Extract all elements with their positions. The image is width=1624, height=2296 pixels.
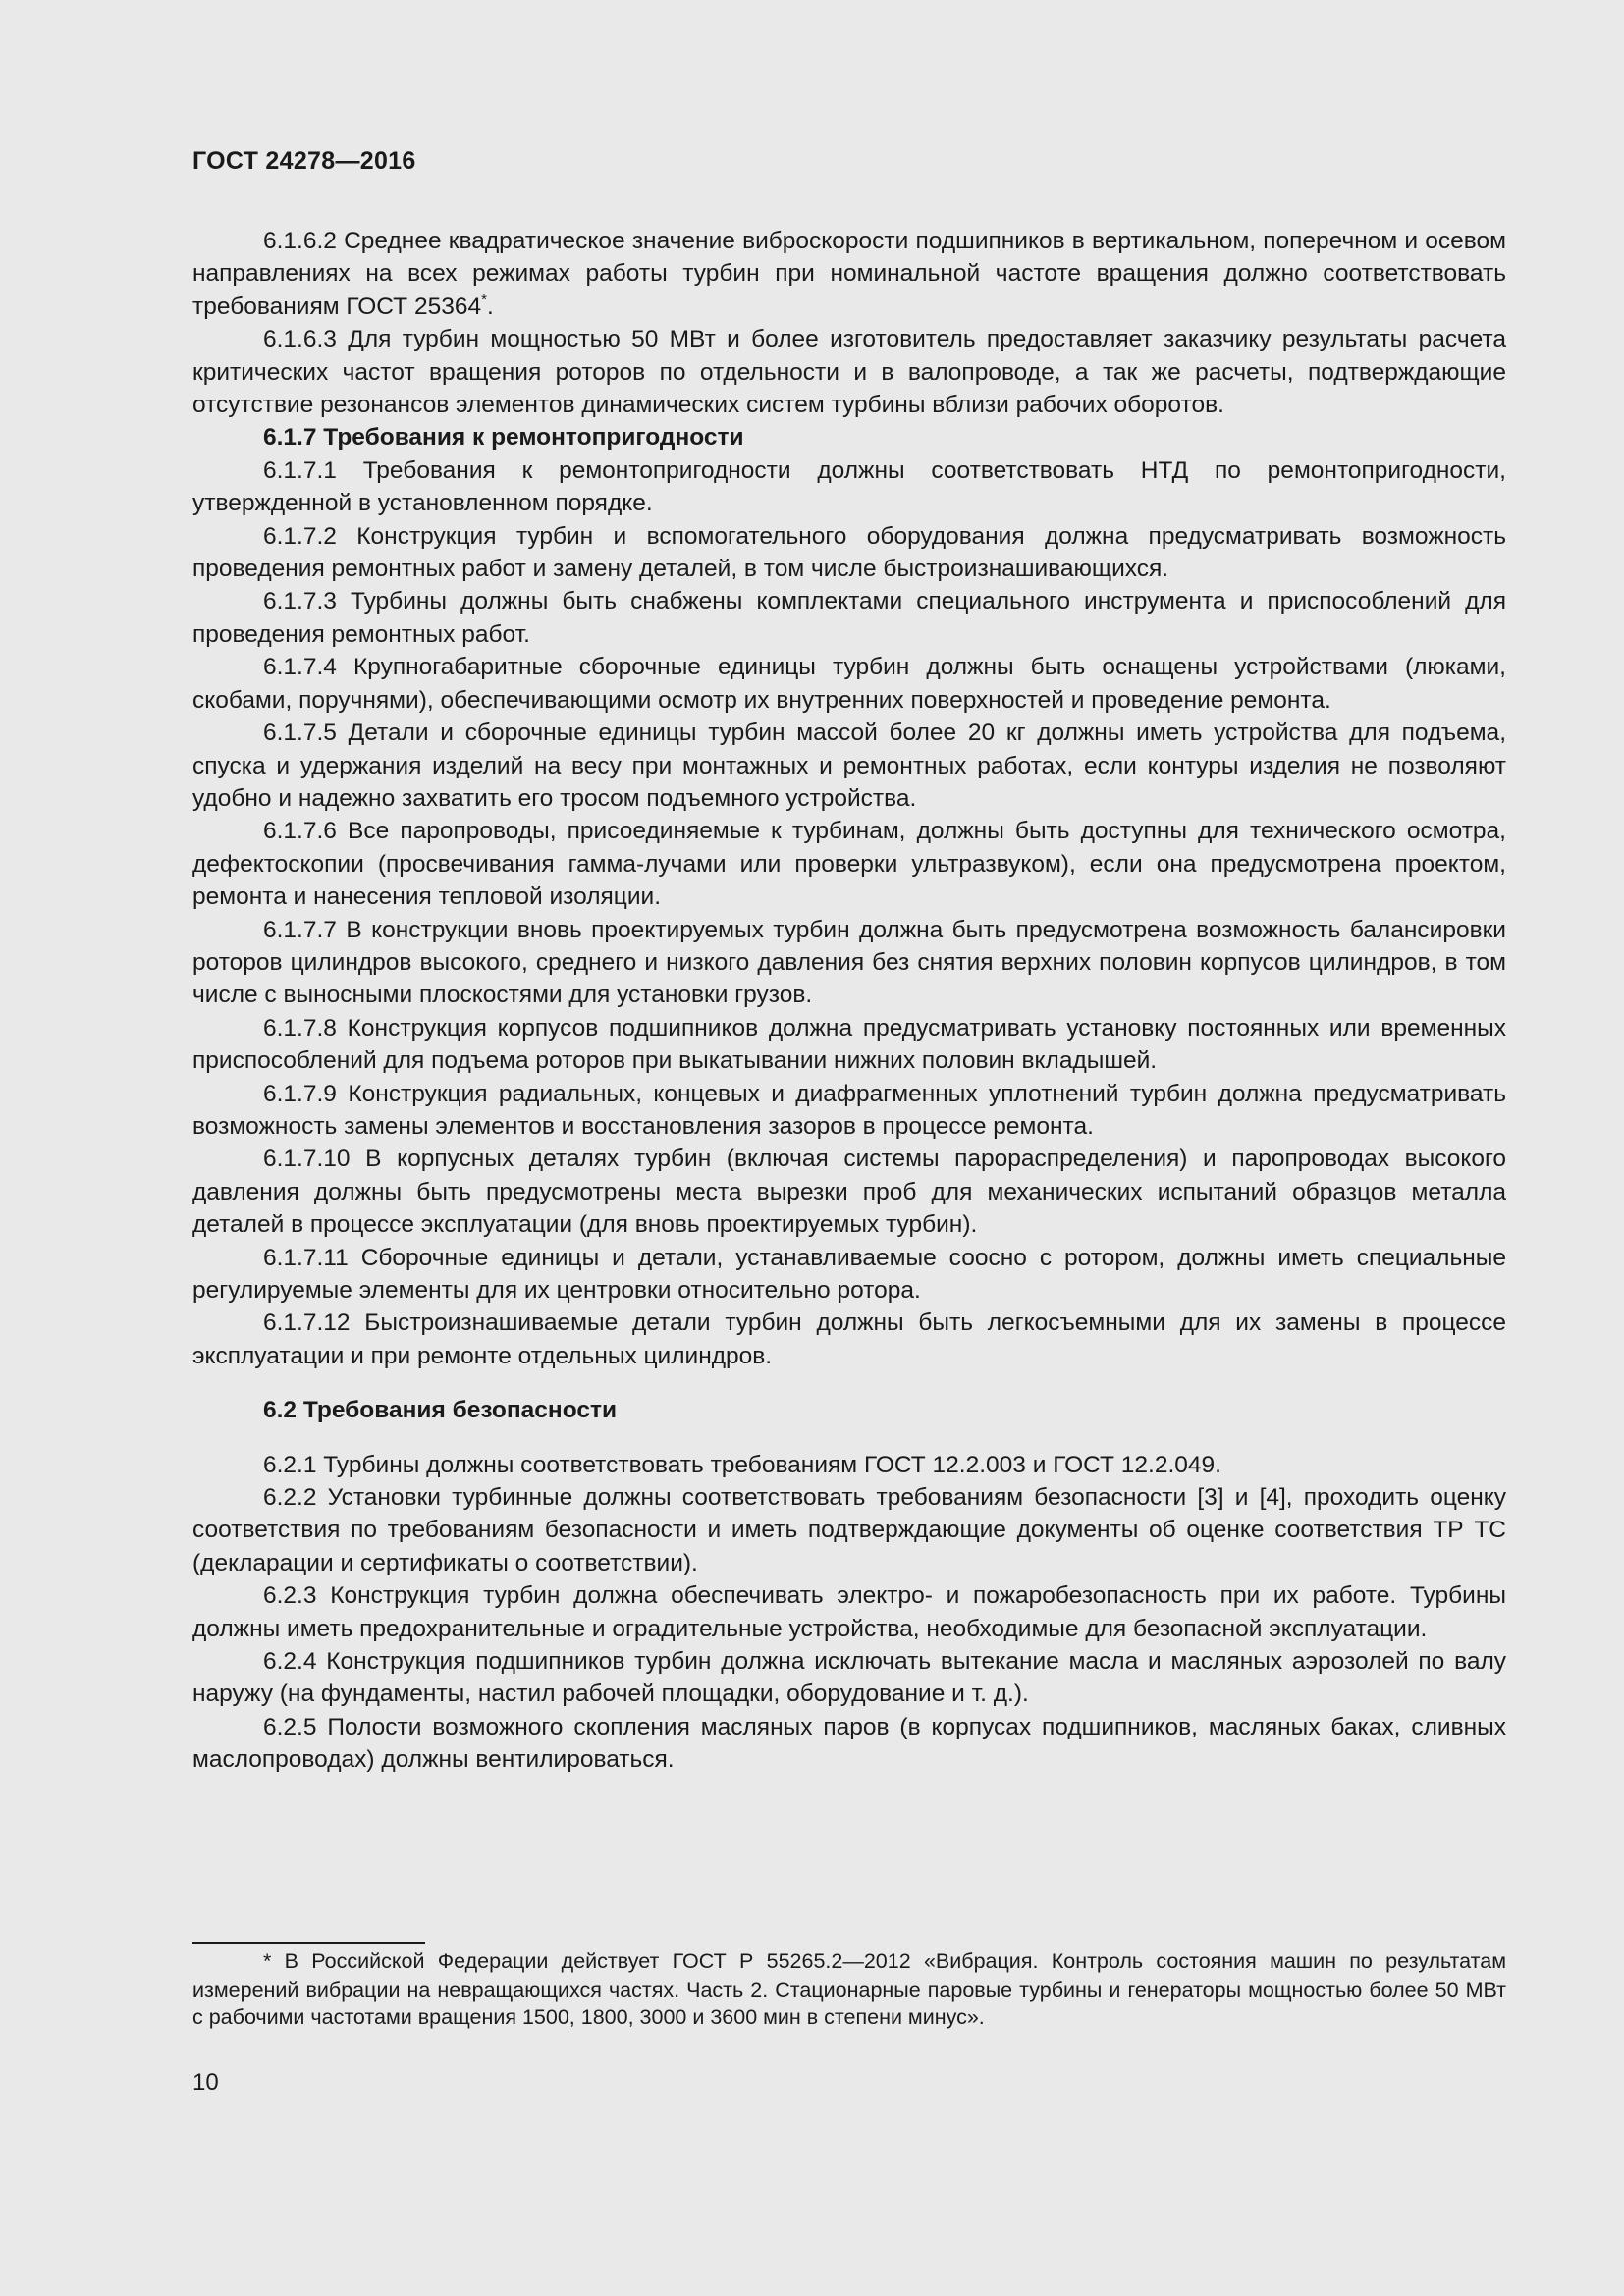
paragraph-6-2-1: 6.2.1 Турбины должны соответствовать требованиям ГОСТ 12.2.003 и ГОСТ 12.2.049. — [263, 1451, 1221, 1478]
paragraph-6-1-7-6: 6.1.7.6 Все паропроводы, присоединяемые к турбинам, должны быть доступны для технического осмотра, дефектоскопии (просвечивания гамма-лучами или проверки ультразвуком), если она предусмотрена проектом, ремонта и нанесения тепловой изоляции. — [192, 818, 1506, 911]
heading-6-2: 6.2 Требования безопасности — [263, 1397, 618, 1424]
document-header-title: ГОСТ 24278—2016 — [192, 147, 416, 175]
paragraph-6-2-2: 6.2.2 Установки турбинные должны соответствовать требованиям безопасности [3] и [4], проходить оценку соответствия по требованиям безопасности и иметь подтверждающие документы об оценке соответствия ТР ТС (декларации и сертификаты о соответствии). — [192, 1484, 1506, 1576]
paragraph-6-1-6-2-text: 6.1.6.2 Среднее квадратическое значение виброскорости подшипников в вертикальном, поперечном и осевом направлениях на всех режимах работы турбин при номинальной частоте вращения должно соответствовать требованиям ГОСТ 25364 — [192, 228, 1506, 320]
footnote-text: * В Российской Федерации действует ГОСТ Р 55265.2—2012 «Вибрация. Контроль состояния машин по результатам измерений вибрации на невращающихся частях. Часть 2. Стационарные паровые турбины и генераторы мощностью более 50 МВт с рабочими частотами вращения 1500, 1800, 3000 и 3600 мин в степени минус». — [192, 1949, 1506, 2029]
paragraph-6-1-7-5: 6.1.7.5 Детали и сборочные единицы турбин массой более 20 кг должны иметь устройства для подъема, спуска и удержания изделий на весу при монтажных и ремонтных работах, если контуры изделия не позволяют удобно и надежно захватить его тросом подъемного устройства. — [192, 720, 1506, 812]
heading-6-1-7: 6.1.7 Требования к ремонтопригодности — [263, 424, 744, 452]
paragraph-6-1-7-3: 6.1.7.3 Турбины должны быть снабжены комплектами специального инструмента и приспособлений для проведения ремонтных работ. — [192, 588, 1506, 648]
paragraph-6-1-7-8: 6.1.7.8 Конструкция корпусов подшипников должна предусматривать установку постоянных или временных приспособлений для подъема роторов при выкатывании нижних половин вкладышей. — [192, 1014, 1506, 1075]
paragraph-6-1-7-11: 6.1.7.11 Сборочные единицы и детали, устанавливаемые соосно с ротором, должны иметь специальные регулируемые элементы для их центровки относительно ротора. — [192, 1244, 1506, 1304]
paragraph-6-1-7-2: 6.1.7.2 Конструкция турбин и вспомогательного оборудования должна предусматривать возможность проведения ремонтных работ и замену деталей, в том числе быстроизнашивающихся. — [192, 522, 1506, 583]
paragraph-6-2-5: 6.2.5 Полости возможного скопления масляных паров (в корпусах подшипников, масляных баках, сливных маслопроводах) должны вентилироваться. — [192, 1713, 1506, 1774]
footnote-divider — [192, 1942, 425, 1944]
paragraph-6-1-7-10: 6.1.7.10 В корпусных деталях турбин (включая системы парораспределения) и паропроводах высокого давления должны быть предусмотрены места вырезки проб для механических испытаний образцов металла деталей в процессе эксплуатации (для вновь проектируемых турбин). — [192, 1146, 1506, 1239]
paragraph-6-1-6-2 — [192, 225, 1506, 323]
paragraph-6-1-6-3: 6.1.6.3 Для турбин мощностью 50 МВт и более изготовитель предоставляет заказчику результаты расчета критических частот вращения роторов по отдельности и в валопроводе, а так же расчеты, подтверждающие отсутствие резонансов элементов динамических систем турбины вблизи рабочих оборотов. — [192, 326, 1506, 419]
paragraph-6-1-7-4: 6.1.7.4 Крупногабаритные сборочные единицы турбин должны быть оснащены устройствами (люками, скобами, поручнями), обеспечивающими осмотр их внутренних поверхностей и проведение ремонта. — [192, 654, 1506, 714]
footnote-reference-mark: * — [481, 291, 487, 308]
paragraph-6-2-3: 6.2.3 Конструкция турбин должна обеспечивать электро- и пожаробезопасность при их работе. Турбины должны иметь предохранительные и оградительные устройства, необходимые для безопасной эксплуатации. — [192, 1582, 1506, 1642]
paragraph-6-1-7-9: 6.1.7.9 Конструкция радиальных, концевых и диафрагменных уплотнений турбин должна предусматривать возможность замены элементов и восстановления зазоров в процессе ремонта. — [192, 1080, 1506, 1140]
paragraph-6-1-6-2-end: . — [486, 293, 494, 320]
page-number: 10 — [192, 2069, 219, 2096]
document-body — [192, 225, 1506, 1777]
paragraph-6-1-7-1: 6.1.7.1 Требования к ремонтопригодности должны соответствовать НТД по ремонтопригодности, утвержденной в установленном порядке. — [192, 456, 1506, 517]
paragraph-6-1-7-12: 6.1.7.12 Быстроизнашиваемые детали турбин должны быть легкосъемными для их замены в процессе эксплуатации и при ремонте отдельных цилиндров. — [192, 1309, 1506, 1369]
paragraph-6-2-4: 6.2.4 Конструкция подшипников турбин должна исключать вытекание масла и масляных аэрозолей по валу наружу (на фундаменты, настил рабочей площадки, оборудование и т. д.). — [192, 1648, 1506, 1708]
paragraph-6-1-7-7: 6.1.7.7 В конструкции вновь проектируемых турбин должна быть предусмотрена возможность балансировки роторов цилиндров высокого, среднего и низкого давления без снятия верхних половин корпусов цилиндров, в том числе с выносными плоскостями для установки грузов. — [192, 916, 1506, 1009]
